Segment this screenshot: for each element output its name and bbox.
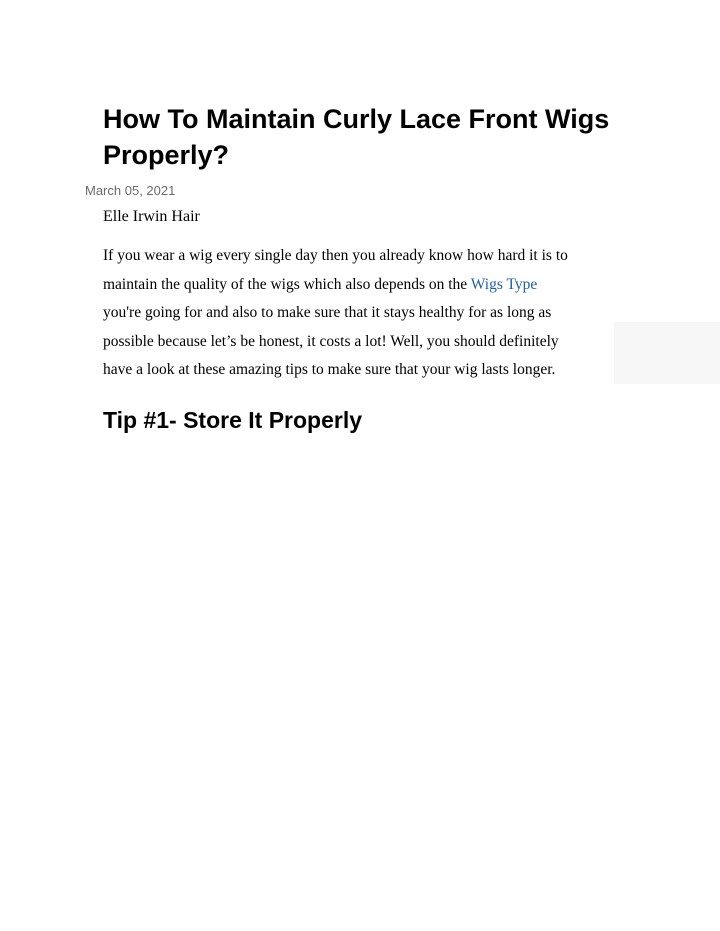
paragraph-line-5: have a look at these amazing tips to make sure that your wig lasts longer. [103,361,556,378]
paragraph-line-3: you're going for and also to make sure that it stays healthy for as long as [103,304,552,321]
intro-paragraph [103,242,633,385]
author-name: Elle Irwin Hair [103,208,200,225]
paragraph-line-4: possible because let’s be honest, it costs a lot! Well, you should definitely [103,332,559,350]
wigs-type-link[interactable]: Wigs Type [470,275,538,293]
paragraph-line-2 [103,271,633,300]
publish-date: March 05, 2021 [85,183,176,198]
paragraph-line-2-text: maintain the quality of the wigs which also depends on the [103,275,471,293]
article-title: How To Maintain Curly Lace Front Wigs Properly? [103,104,610,170]
paragraph-line-1: If you wear a wig every single day then you already know how hard it is to [103,247,568,264]
section-heading-tip-1: Tip #1- Store It Properly [103,407,363,433]
